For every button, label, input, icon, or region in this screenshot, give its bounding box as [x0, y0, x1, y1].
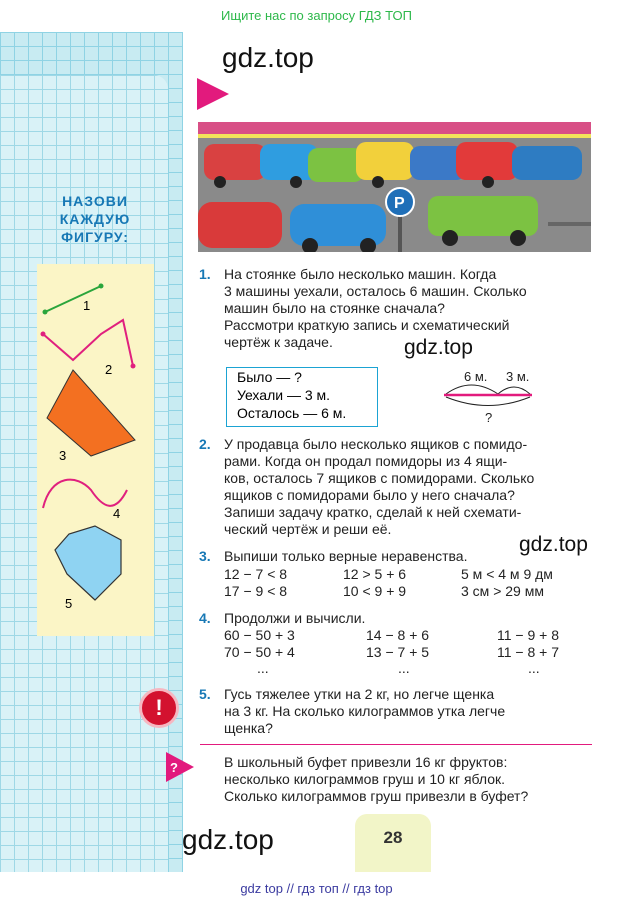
task2-line: ящиков с помидорами было у него сначала? — [224, 487, 515, 503]
task2-number: 2. — [199, 436, 211, 452]
top-banner — [0, 0, 633, 32]
hexagon-figure — [55, 526, 121, 600]
task4-cell: 11 − 8 + 7 — [497, 644, 560, 660]
brace-bottom — [446, 397, 530, 406]
figure-label-5: 5 — [65, 596, 73, 611]
task5-line: щенка? — [224, 720, 273, 736]
short-record-line: Было — ? — [237, 369, 302, 385]
quadrilateral-figure — [47, 370, 135, 456]
task1-line: машин было на стоянке сначала? — [224, 300, 445, 316]
task4-dots: ... — [257, 660, 269, 676]
task5-line: Гусь тяжелее утки на 2 кг, но легче щенка — [224, 686, 495, 702]
figure-label-4: 4 — [113, 506, 121, 521]
heading-line1: НАЗОВИ — [62, 193, 128, 209]
task4-dots: ... — [398, 660, 410, 676]
segment-label-a: 6 м. — [464, 369, 488, 384]
task3-cell: 3 см > 29 мм — [461, 583, 544, 599]
task3-cell: 12 − 7 < 8 — [224, 566, 288, 582]
segment-diagram — [436, 366, 540, 426]
parking-illustration — [198, 122, 591, 252]
task4-number: 4. — [199, 610, 211, 626]
task2-line: рами. Когда он продал помидоры из 4 ящи- — [224, 453, 508, 469]
heading-line3: ФИГУРУ: — [61, 229, 129, 245]
task5-text — [224, 686, 592, 737]
task2-text — [224, 436, 592, 538]
task2-line: Запиши задачу кратко, сделай к ней схемати- — [224, 504, 522, 520]
task2-line: ческий чертёж и реши её. — [224, 521, 392, 537]
short-record-line: Осталось — 6 м. — [237, 405, 347, 421]
extra-line: Сколько килограммов груш привезли в буфет? — [224, 788, 529, 804]
figure-label-1: 1 — [83, 298, 91, 313]
banner-text[interactable]: Ищите нас по запросу ГДЗ ТОП — [221, 8, 412, 23]
segment-label-q: ? — [485, 410, 493, 425]
task1-line: 3 машины уехали, осталось 6 машин. Сколько — [224, 283, 527, 299]
sidebar-heading — [40, 192, 150, 246]
parking-sign-letter: P — [394, 195, 405, 212]
task1-line: Рассмотри краткую запись и схематический — [224, 317, 510, 333]
watermark-3[interactable]: gdz.top — [519, 533, 588, 556]
task4-cell: 13 − 7 + 5 — [366, 644, 430, 660]
exclamation-icon: ! — [139, 688, 179, 728]
figures-drawing — [37, 264, 154, 636]
task1-number: 1. — [199, 266, 211, 282]
task5-line: на 3 кг. На сколько килограммов утка легче — [224, 703, 506, 719]
segment-figure — [45, 286, 101, 312]
segment-label-b: 3 м. — [506, 369, 530, 384]
page-number-tab — [355, 814, 431, 872]
extra-task-text — [224, 754, 592, 805]
parking-lot-picture — [198, 122, 591, 252]
curve-figure — [43, 480, 127, 508]
task4-cell: 70 − 50 + 4 — [224, 644, 295, 660]
footer-text[interactable]: gdz top // гдз топ // гдз top — [240, 881, 393, 896]
section-marker — [197, 78, 229, 110]
short-record-line: Уехали — 3 м. — [237, 387, 331, 403]
task3-cell: 17 − 9 < 8 — [224, 583, 288, 599]
task4-cell: 14 − 8 + 6 — [366, 627, 430, 643]
task1-line: На стоянке было несколько машин. Когда — [224, 266, 497, 282]
task3-cell: 10 < 9 + 9 — [343, 583, 407, 599]
task2-line: ков, осталось 7 ящиков с помидорами. Сколько — [224, 470, 535, 486]
segment-endpoint — [43, 310, 48, 315]
brace-top-a — [446, 385, 498, 394]
extra-line: несколько килограммов груш и 10 кг яблок. — [224, 771, 506, 787]
task4-cell: 60 − 50 + 3 — [224, 627, 295, 643]
task1-line: чертёж к задаче. — [224, 334, 333, 350]
task3-number: 3. — [199, 548, 211, 564]
figures-box — [37, 264, 154, 636]
task4-dots: ... — [528, 660, 540, 676]
task3-cell: 12 > 5 + 6 — [343, 566, 407, 582]
watermark-top[interactable]: gdz.top — [222, 42, 314, 73]
task5-number: 5. — [199, 686, 211, 702]
short-record-box — [226, 367, 378, 427]
segment-endpoint — [99, 284, 104, 289]
task4-cell: 11 − 9 + 8 — [497, 627, 560, 643]
heading-line2: КАЖДУЮ — [59, 211, 131, 227]
broken-line-figure — [43, 320, 133, 366]
broken-line-endpoint — [131, 364, 136, 369]
task3-title: Выпиши только верные неравенства. — [224, 548, 468, 564]
broken-line-endpoint — [41, 332, 46, 337]
figure-label-2: 2 — [105, 362, 113, 377]
task3-cell: 5 м < 4 м 9 дм — [461, 566, 553, 582]
brace-top-b — [498, 387, 530, 394]
task4-title: Продолжи и вычисли. — [224, 610, 366, 626]
question-marker-text: ? — [170, 760, 178, 775]
figure-label-3: 3 — [59, 448, 67, 463]
footer-bar — [0, 872, 633, 906]
task2-line: У продавца было несколько ящиков с помидо- — [224, 436, 528, 452]
watermark-2[interactable]: gdz.top — [404, 336, 473, 359]
extra-line: В школьный буфет привезли 16 кг фруктов: — [224, 754, 508, 770]
watermark-bottom[interactable]: gdz.top — [182, 824, 274, 855]
extra-task-divider — [200, 744, 592, 745]
page-number: 28 — [383, 828, 403, 847]
